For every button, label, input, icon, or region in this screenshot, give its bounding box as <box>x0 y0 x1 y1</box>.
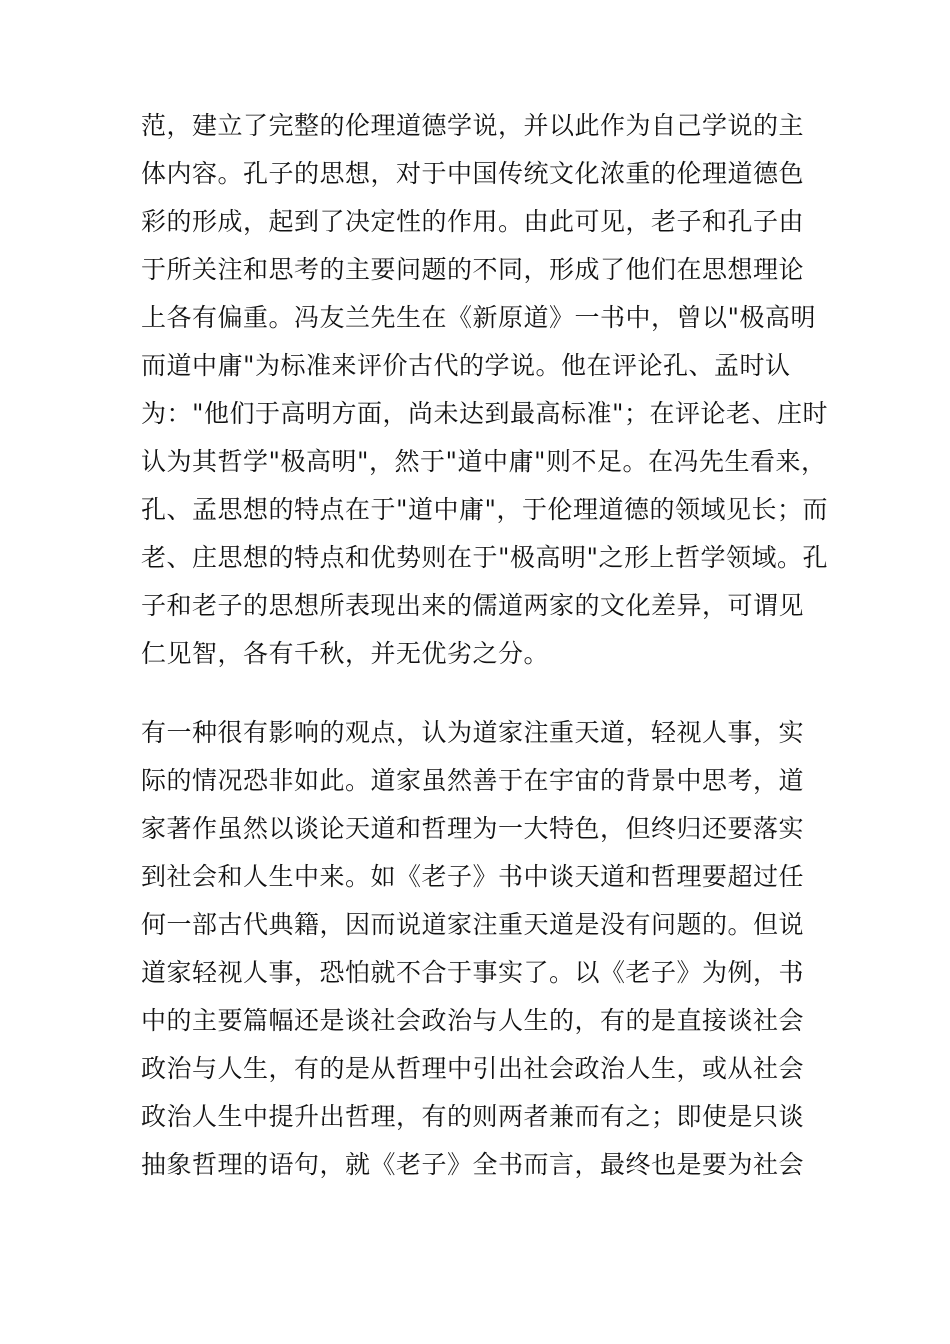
paragraph-2 <box>141 709 821 1189</box>
paragraph-line: 范，建立了完整的伦理道德学说，并以此作为自己学说的主 <box>141 111 805 140</box>
paragraph-line: 有一种很有影响的观点，认为道家注重天道，轻视人事，实 <box>141 718 805 747</box>
paragraph-line: 认为其哲学"极高明"，然于"道中庸"则不足。在冯先生看来， <box>141 447 827 476</box>
paragraph-line: 政治人生中提升出哲理，有的则两者兼而有之；即使是只谈 <box>141 1102 805 1131</box>
paragraph-line: 于所关注和思考的主要问题的不同，形成了他们在思想理论 <box>141 255 805 284</box>
paragraph-line: 何一部古代典籍，因而说道家注重天道是没有问题的。但说 <box>141 910 805 939</box>
paragraph-line: 体内容。孔子的思想，对于中国传统文化浓重的伦理道德色 <box>141 159 805 188</box>
paragraph-line: 抽象哲理的语句，就《老子》全书而言，最终也是要为社会 <box>141 1150 805 1179</box>
paragraph-line: 为："他们于高明方面，尚未达到最高标准"；在评论老、庄时 <box>141 399 829 428</box>
paragraph-line: 仁见智，各有千秋，并无优劣之分。 <box>141 639 550 668</box>
paragraph-line: 中的主要篇幅还是谈社会政治与人生的，有的是直接谈社会 <box>141 1006 805 1035</box>
paragraph-line: 道家轻视人事，恐怕就不合于事实了。以《老子》为例，书 <box>141 958 805 987</box>
paragraph-line: 政治与人生，有的是从哲理中引出社会政治人生，或从社会 <box>141 1054 805 1083</box>
paragraph-line: 而道中庸"为标准来评价古代的学说。他在评论孔、孟时认 <box>141 351 791 380</box>
paragraph-line: 孔、孟思想的特点在于"道中庸"，于伦理道德的领域见长；而 <box>141 495 829 524</box>
paragraph-1 <box>141 102 829 678</box>
paragraph-line: 彩的形成，起到了决定性的作用。由此可见，老子和孔子由 <box>141 207 805 236</box>
paragraph-line: 子和老子的思想所表现出来的儒道两家的文化差异，可谓见 <box>141 591 805 620</box>
paragraph-line: 家著作虽然以谈论天道和哲理为一大特色，但终归还要落实 <box>141 814 805 843</box>
paragraph-line: 际的情况恐非如此。道家虽然善于在宇宙的背景中思考，道 <box>141 766 805 795</box>
paragraph-line: 上各有偏重。冯友兰先生在《新原道》一书中，曾以"极高明 <box>141 303 817 332</box>
paragraph-line: 老、庄思想的特点和优势则在于"极高明"之形上哲学领域。孔 <box>141 543 829 572</box>
paragraph-line: 到社会和人生中来。如《老子》书中谈天道和哲理要超过任 <box>141 862 805 891</box>
